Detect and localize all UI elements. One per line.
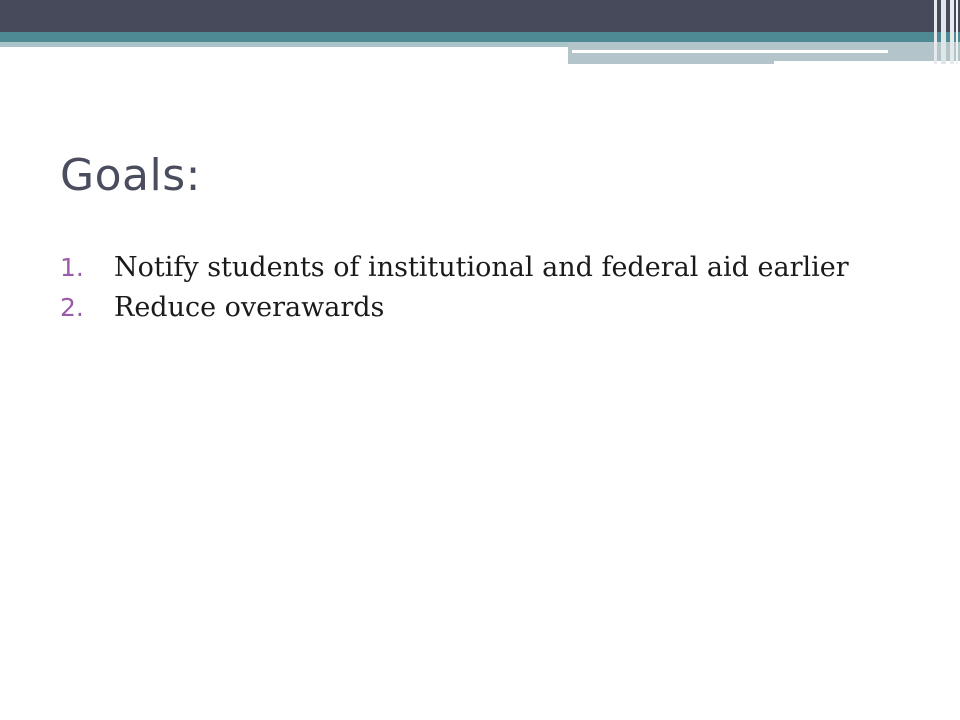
header-stripe [956,0,958,64]
header-stripe [950,0,954,64]
header-band-teal [0,32,960,42]
goals-list [60,248,900,328]
header-band-dark [0,0,960,32]
list-item-text: Notify students of institutional and federal aid earlier [114,252,849,283]
list-item-text: Reduce overawards [114,292,385,323]
header-accent-line [572,50,888,53]
header-band-light [0,42,568,47]
header-stripe [934,0,937,64]
header-cutout [774,61,960,65]
header-stripe [941,0,946,64]
list-item [60,248,900,288]
list-item [60,288,900,328]
slide-title: Goals: [60,150,201,201]
list-item-number: 1. [60,253,84,282]
list-item-number: 2. [60,293,84,322]
